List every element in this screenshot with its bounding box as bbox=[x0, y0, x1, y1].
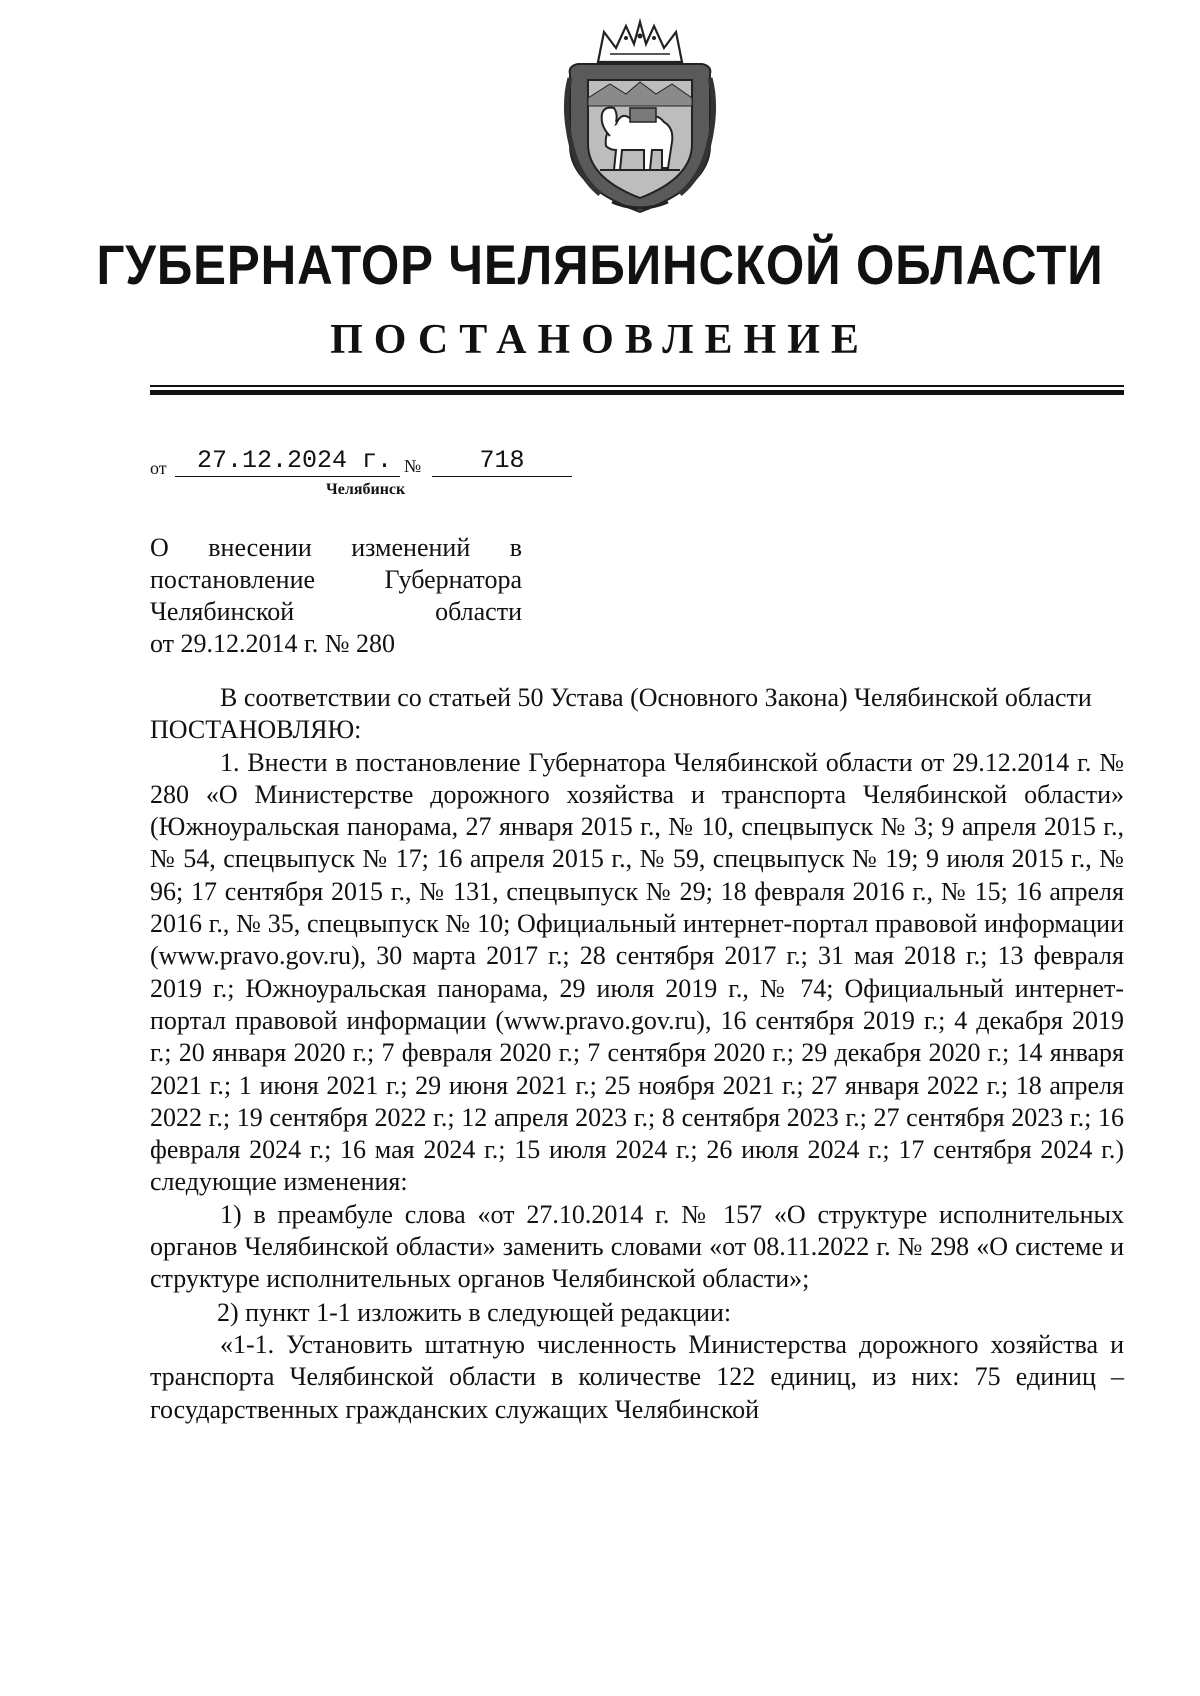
subject-line: О внесении изменений в bbox=[150, 533, 522, 562]
header-divider-thin bbox=[150, 385, 1124, 387]
coat-of-arms-icon bbox=[560, 18, 720, 216]
subject-line: Челябинской области bbox=[150, 597, 522, 626]
resolve-heading: ПОСТАНОВЛЯЮ: bbox=[150, 715, 362, 745]
subitem-1-paragraph: 1) в преамбуле слова «от 27.10.2014 г. № 157 «О структуре исполнительных органов Челябинской области» заменить словами «от 08.11.2022 г. № 298 «О системе и структуре исполнительных органов Челябинской области»; bbox=[150, 1199, 1124, 1294]
document-subject bbox=[150, 532, 522, 660]
subitem-2-paragraph: 2) пункт 1-1 изложить в следующей редакции: bbox=[217, 1297, 732, 1327]
preamble-paragraph: В соответствии со статьей 50 Устава (Основного Закона) Челябинской области bbox=[220, 683, 1092, 712]
document-city: Челябинск bbox=[326, 481, 406, 498]
subject-line: от 29.12.2014 г. № 280 bbox=[150, 629, 396, 658]
item-1-paragraph: 1. Внести в постановление Губернатора Челябинской области от 29.12.2014 г. № 280 «О Министерстве дорожного хозяйства и транспорта Челябинской области» (Южноуральская панорама, 27 января 2015 г., № 10, спецвыпуск № 3; 9 апреля 2015 г., № 54, спецвыпуск № 17; 16 апреля 2015 г., № 59, спецвыпуск № 19; 9 июля 2015 г., № 96; 17 сентября 2015 г., № 131, спецвыпуск № 29; 18 февраля 2016 г., № 15; 16 апреля 2016 г., № 35, спецвыпуск № 10; Официальный интернет-портал правовой информации (www.pravo.gov.ru), 30 марта 2017 г.; 28 сентября 2017 г.; 31 мая 2018 г.; 13 февраля 2019 г.; Южноуральская панорама, 29 июля 2019 г., № 74; Официальный интернет-портал правовой информации (www.pravo.gov.ru), 16 сентября 2019 г.; 4 декабря 2019 г.; 20 января 2020 г.; 7 февраля 2020 г.; 7 сентября 2020 г.; 29 декабря 2020 г.; 14 января 2021 г.; 1 июня 2021 г.; 29 июня 2021 г.; 25 ноября 2021 г.; 27 января 2022 г.; 18 апреля 2022 г.; 19 сентября 2022 г.; 12 апреля 2023 г.; 8 сентября 2023 г.; 27 сентября 2023 г.; 16 февраля 2024 г.; 16 мая 2024 г.; 15 июля 2024 г.; 26 июля 2024 г.; 17 сентября 2024 г.) следующие изменения: bbox=[150, 747, 1124, 1197]
number-label: № bbox=[404, 456, 422, 476]
header-divider-thick bbox=[150, 390, 1124, 395]
document-body bbox=[150, 682, 1124, 1426]
document-type: ПОСТАНОВЛЕНИЕ bbox=[330, 317, 870, 363]
document-date: 27.12.2024 г. bbox=[175, 446, 400, 477]
date-label: от bbox=[150, 458, 167, 478]
quoted-clause-paragraph: «1-1. Установить штатную численность Министерства дорожного хозяйства и транспорта Челябинской области в количестве 122 единиц, из них: 75 единиц – государственных гражданских служащих Челябинской bbox=[150, 1329, 1124, 1424]
document-number: 718 bbox=[432, 446, 572, 477]
issuer-title: ГУБЕРНАТОР ЧЕЛЯБИНСКОЙ ОБЛАСТИ bbox=[96, 233, 1104, 296]
subject-line: постановление Губернатора bbox=[150, 565, 522, 594]
